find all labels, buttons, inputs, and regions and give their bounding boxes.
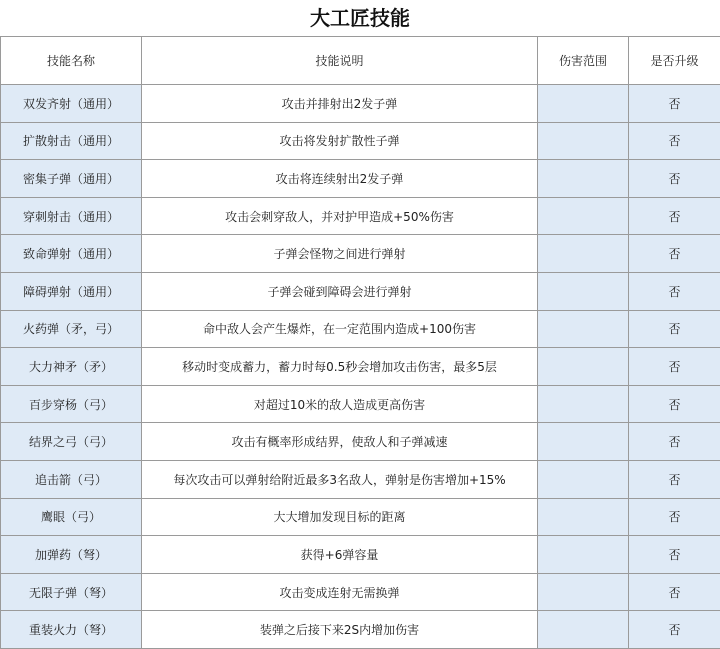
cell-skill-name: 致命弹射（通用） bbox=[1, 235, 142, 273]
cell-upgrade: 否 bbox=[629, 348, 720, 386]
cell-upgrade: 否 bbox=[629, 611, 720, 649]
cell-skill-name: 障碍弹射（通用） bbox=[1, 272, 142, 310]
table-row bbox=[1, 536, 720, 574]
cell-skill-desc: 攻击会刺穿敌人，并对护甲造成+50%伤害 bbox=[142, 197, 538, 235]
cell-upgrade: 否 bbox=[629, 573, 720, 611]
cell-skill-name: 大力神矛（矛） bbox=[1, 348, 142, 386]
cell-upgrade: 否 bbox=[629, 385, 720, 423]
cell-damage-range bbox=[538, 272, 629, 310]
cell-upgrade: 否 bbox=[629, 310, 720, 348]
cell-upgrade: 否 bbox=[629, 272, 720, 310]
cell-damage-range bbox=[538, 536, 629, 574]
cell-skill-name: 鹰眼（弓） bbox=[1, 498, 142, 536]
cell-skill-desc: 子弹会碰到障碍会进行弹射 bbox=[142, 272, 538, 310]
cell-upgrade: 否 bbox=[629, 460, 720, 498]
table-row bbox=[1, 348, 720, 386]
table-row bbox=[1, 122, 720, 160]
table-row bbox=[1, 385, 720, 423]
cell-damage-range bbox=[538, 385, 629, 423]
cell-skill-name: 百步穿杨（弓） bbox=[1, 385, 142, 423]
cell-skill-name: 密集子弹（通用） bbox=[1, 160, 142, 198]
cell-skill-name: 扩散射击（通用） bbox=[1, 122, 142, 160]
cell-damage-range bbox=[538, 235, 629, 273]
cell-skill-desc: 每次攻击可以弹射给附近最多3名敌人，弹射是伤害增加+15% bbox=[142, 460, 538, 498]
table-row bbox=[1, 160, 720, 198]
cell-upgrade: 否 bbox=[629, 536, 720, 574]
cell-skill-desc: 攻击并排射出2发子弹 bbox=[142, 85, 538, 123]
cell-upgrade: 否 bbox=[629, 235, 720, 273]
table-row bbox=[1, 310, 720, 348]
table-row bbox=[1, 498, 720, 536]
cell-damage-range bbox=[538, 197, 629, 235]
cell-damage-range bbox=[538, 423, 629, 461]
cell-damage-range bbox=[538, 85, 629, 123]
cell-skill-desc: 命中敌人会产生爆炸，在一定范围内造成+100伤害 bbox=[142, 310, 538, 348]
table-row bbox=[1, 460, 720, 498]
header-skill-name: 技能名称 bbox=[1, 37, 142, 85]
cell-skill-desc: 攻击将连续射出2发子弹 bbox=[142, 160, 538, 198]
cell-damage-range bbox=[538, 348, 629, 386]
cell-skill-name: 加弹药（弩） bbox=[1, 536, 142, 574]
cell-damage-range bbox=[538, 310, 629, 348]
cell-damage-range bbox=[538, 611, 629, 649]
cell-damage-range bbox=[538, 122, 629, 160]
table-row bbox=[1, 197, 720, 235]
cell-skill-desc: 对超过10米的敌人造成更高伤害 bbox=[142, 385, 538, 423]
header-damage-range: 伤害范围 bbox=[538, 37, 629, 85]
cell-skill-desc: 攻击将发射扩散性子弹 bbox=[142, 122, 538, 160]
cell-upgrade: 否 bbox=[629, 423, 720, 461]
table-row bbox=[1, 611, 720, 649]
cell-damage-range bbox=[538, 498, 629, 536]
cell-skill-desc: 获得+6弹容量 bbox=[142, 536, 538, 574]
cell-skill-desc: 攻击有概率形成结界，使敌人和子弹减速 bbox=[142, 423, 538, 461]
cell-skill-name: 穿刺射击（通用） bbox=[1, 197, 142, 235]
cell-skill-name: 双发齐射（通用） bbox=[1, 85, 142, 123]
cell-skill-desc: 子弹会怪物之间进行弹射 bbox=[142, 235, 538, 273]
table-row bbox=[1, 272, 720, 310]
table-row bbox=[1, 85, 720, 123]
cell-upgrade: 否 bbox=[629, 498, 720, 536]
cell-skill-name: 追击箭（弓） bbox=[1, 460, 142, 498]
cell-damage-range bbox=[538, 460, 629, 498]
cell-skill-desc: 装弹之后接下来2S内增加伤害 bbox=[142, 611, 538, 649]
cell-skill-desc: 移动时变成蓄力，蓄力时每0.5秒会增加攻击伤害，最多5层 bbox=[142, 348, 538, 386]
cell-upgrade: 否 bbox=[629, 197, 720, 235]
cell-damage-range bbox=[538, 160, 629, 198]
header-upgrade: 是否升级 bbox=[629, 37, 720, 85]
header-row bbox=[1, 37, 720, 85]
cell-upgrade: 否 bbox=[629, 122, 720, 160]
table-body bbox=[1, 85, 720, 649]
table-row bbox=[1, 423, 720, 461]
cell-damage-range bbox=[538, 573, 629, 611]
cell-skill-name: 结界之弓（弓） bbox=[1, 423, 142, 461]
skills-table bbox=[0, 36, 720, 649]
table-row bbox=[1, 573, 720, 611]
cell-skill-name: 无限子弹（弩） bbox=[1, 573, 142, 611]
header-skill-desc: 技能说明 bbox=[142, 37, 538, 85]
cell-skill-name: 重装火力（弩） bbox=[1, 611, 142, 649]
cell-upgrade: 否 bbox=[629, 85, 720, 123]
cell-skill-desc: 大大增加发现目标的距离 bbox=[142, 498, 538, 536]
cell-upgrade: 否 bbox=[629, 160, 720, 198]
cell-skill-desc: 攻击变成连射无需换弹 bbox=[142, 573, 538, 611]
table-title: 大工匠技能 bbox=[0, 0, 720, 36]
cell-skill-name: 火药弹（矛，弓） bbox=[1, 310, 142, 348]
table-row bbox=[1, 235, 720, 273]
